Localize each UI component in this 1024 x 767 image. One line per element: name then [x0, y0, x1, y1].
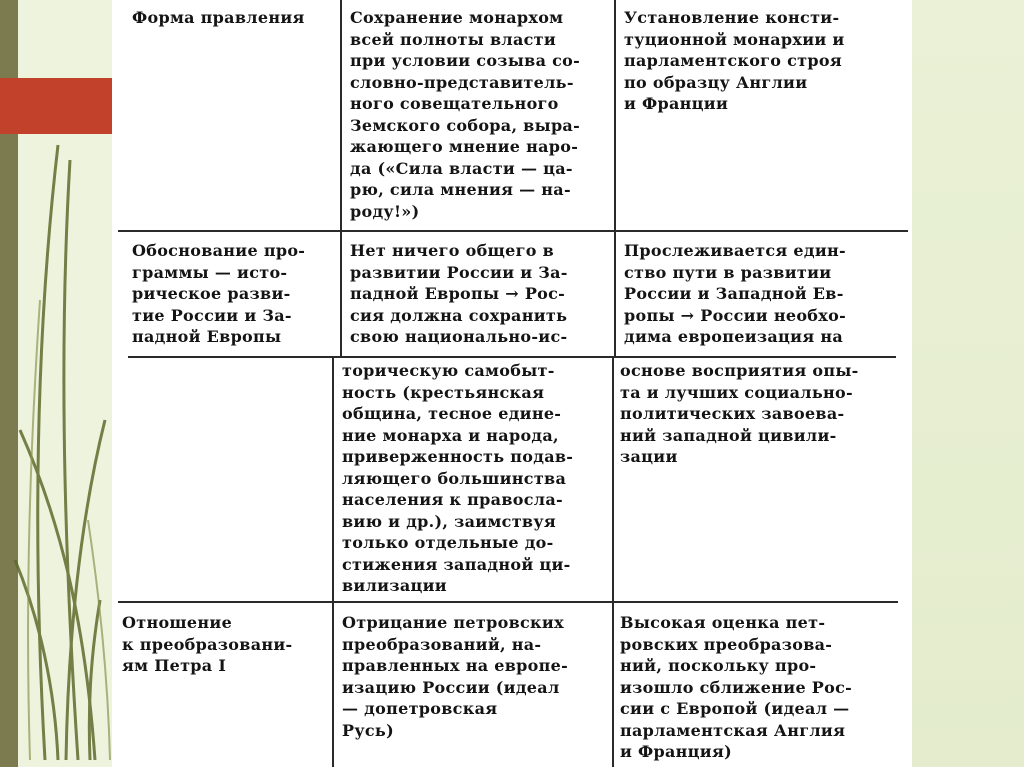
row2-criterion: Обоснование про- граммы — исто- рическое разви- тие России и За- падной Европы: [132, 241, 306, 346]
accent-red-block: [0, 78, 124, 134]
row2-slavophiles-continued: торическую самобыт- ность (крестьянская община, тесное едине- ние монарха и народа, приверженность подав- ляющего большинства населения к правосла- вию и др.), заимствуя только отдельные до- стижения западной ци- вилизации: [342, 361, 574, 595]
row1-slavophiles: Сохранение монархом всей полноты власти при условии созыва со- словно-представитель- ного совещательного Земского собора, выра- жающего мнение наро- да («Сила власти — ца- рю, сила мнения — на- роду!»): [350, 8, 581, 221]
row-divider: [128, 356, 896, 358]
column-divider: [332, 358, 334, 767]
row2-westernizers-continued: основе восприятия опы- та и лучших социально- политических завоева- ний западной цивили- зации: [620, 361, 859, 466]
row3-westernizers: Высокая оценка пет- ровских преобразова- ний, поскольку про- изошло сближение Рос- сии с Европой (идеал — парламентская Англия и Франция): [620, 613, 853, 761]
comparison-table: [118, 0, 908, 767]
row-divider: [118, 230, 908, 232]
row1-criterion: Форма правления: [132, 8, 305, 27]
scanned-page: [112, 0, 912, 767]
row3-criterion: Отношение к преобразовани- ям Петра I: [122, 613, 293, 675]
row2-westernizers: Прослеживается един- ство пути в развитии России и Западной Ев- ропы → России необхо- дима европеизация на: [624, 241, 847, 346]
row1-westernizers: Установление консти- туционной монархии и парламентского строя по образцу Англии и Франции: [624, 8, 845, 113]
slide-background-right: [912, 0, 1024, 767]
column-divider: [612, 358, 614, 767]
column-divider: [340, 0, 342, 358]
row3-slavophiles: Отрицание петровских преобразований, на- правленных на европе- изацию России (идеал — допетровская Русь): [342, 613, 569, 740]
row-divider: [118, 601, 898, 603]
row2-slavophiles: Нет ничего общего в развитии России и За- падной Европы → Рос- сия должна сохранить свою национально-ис-: [350, 241, 568, 346]
column-divider: [614, 0, 616, 358]
